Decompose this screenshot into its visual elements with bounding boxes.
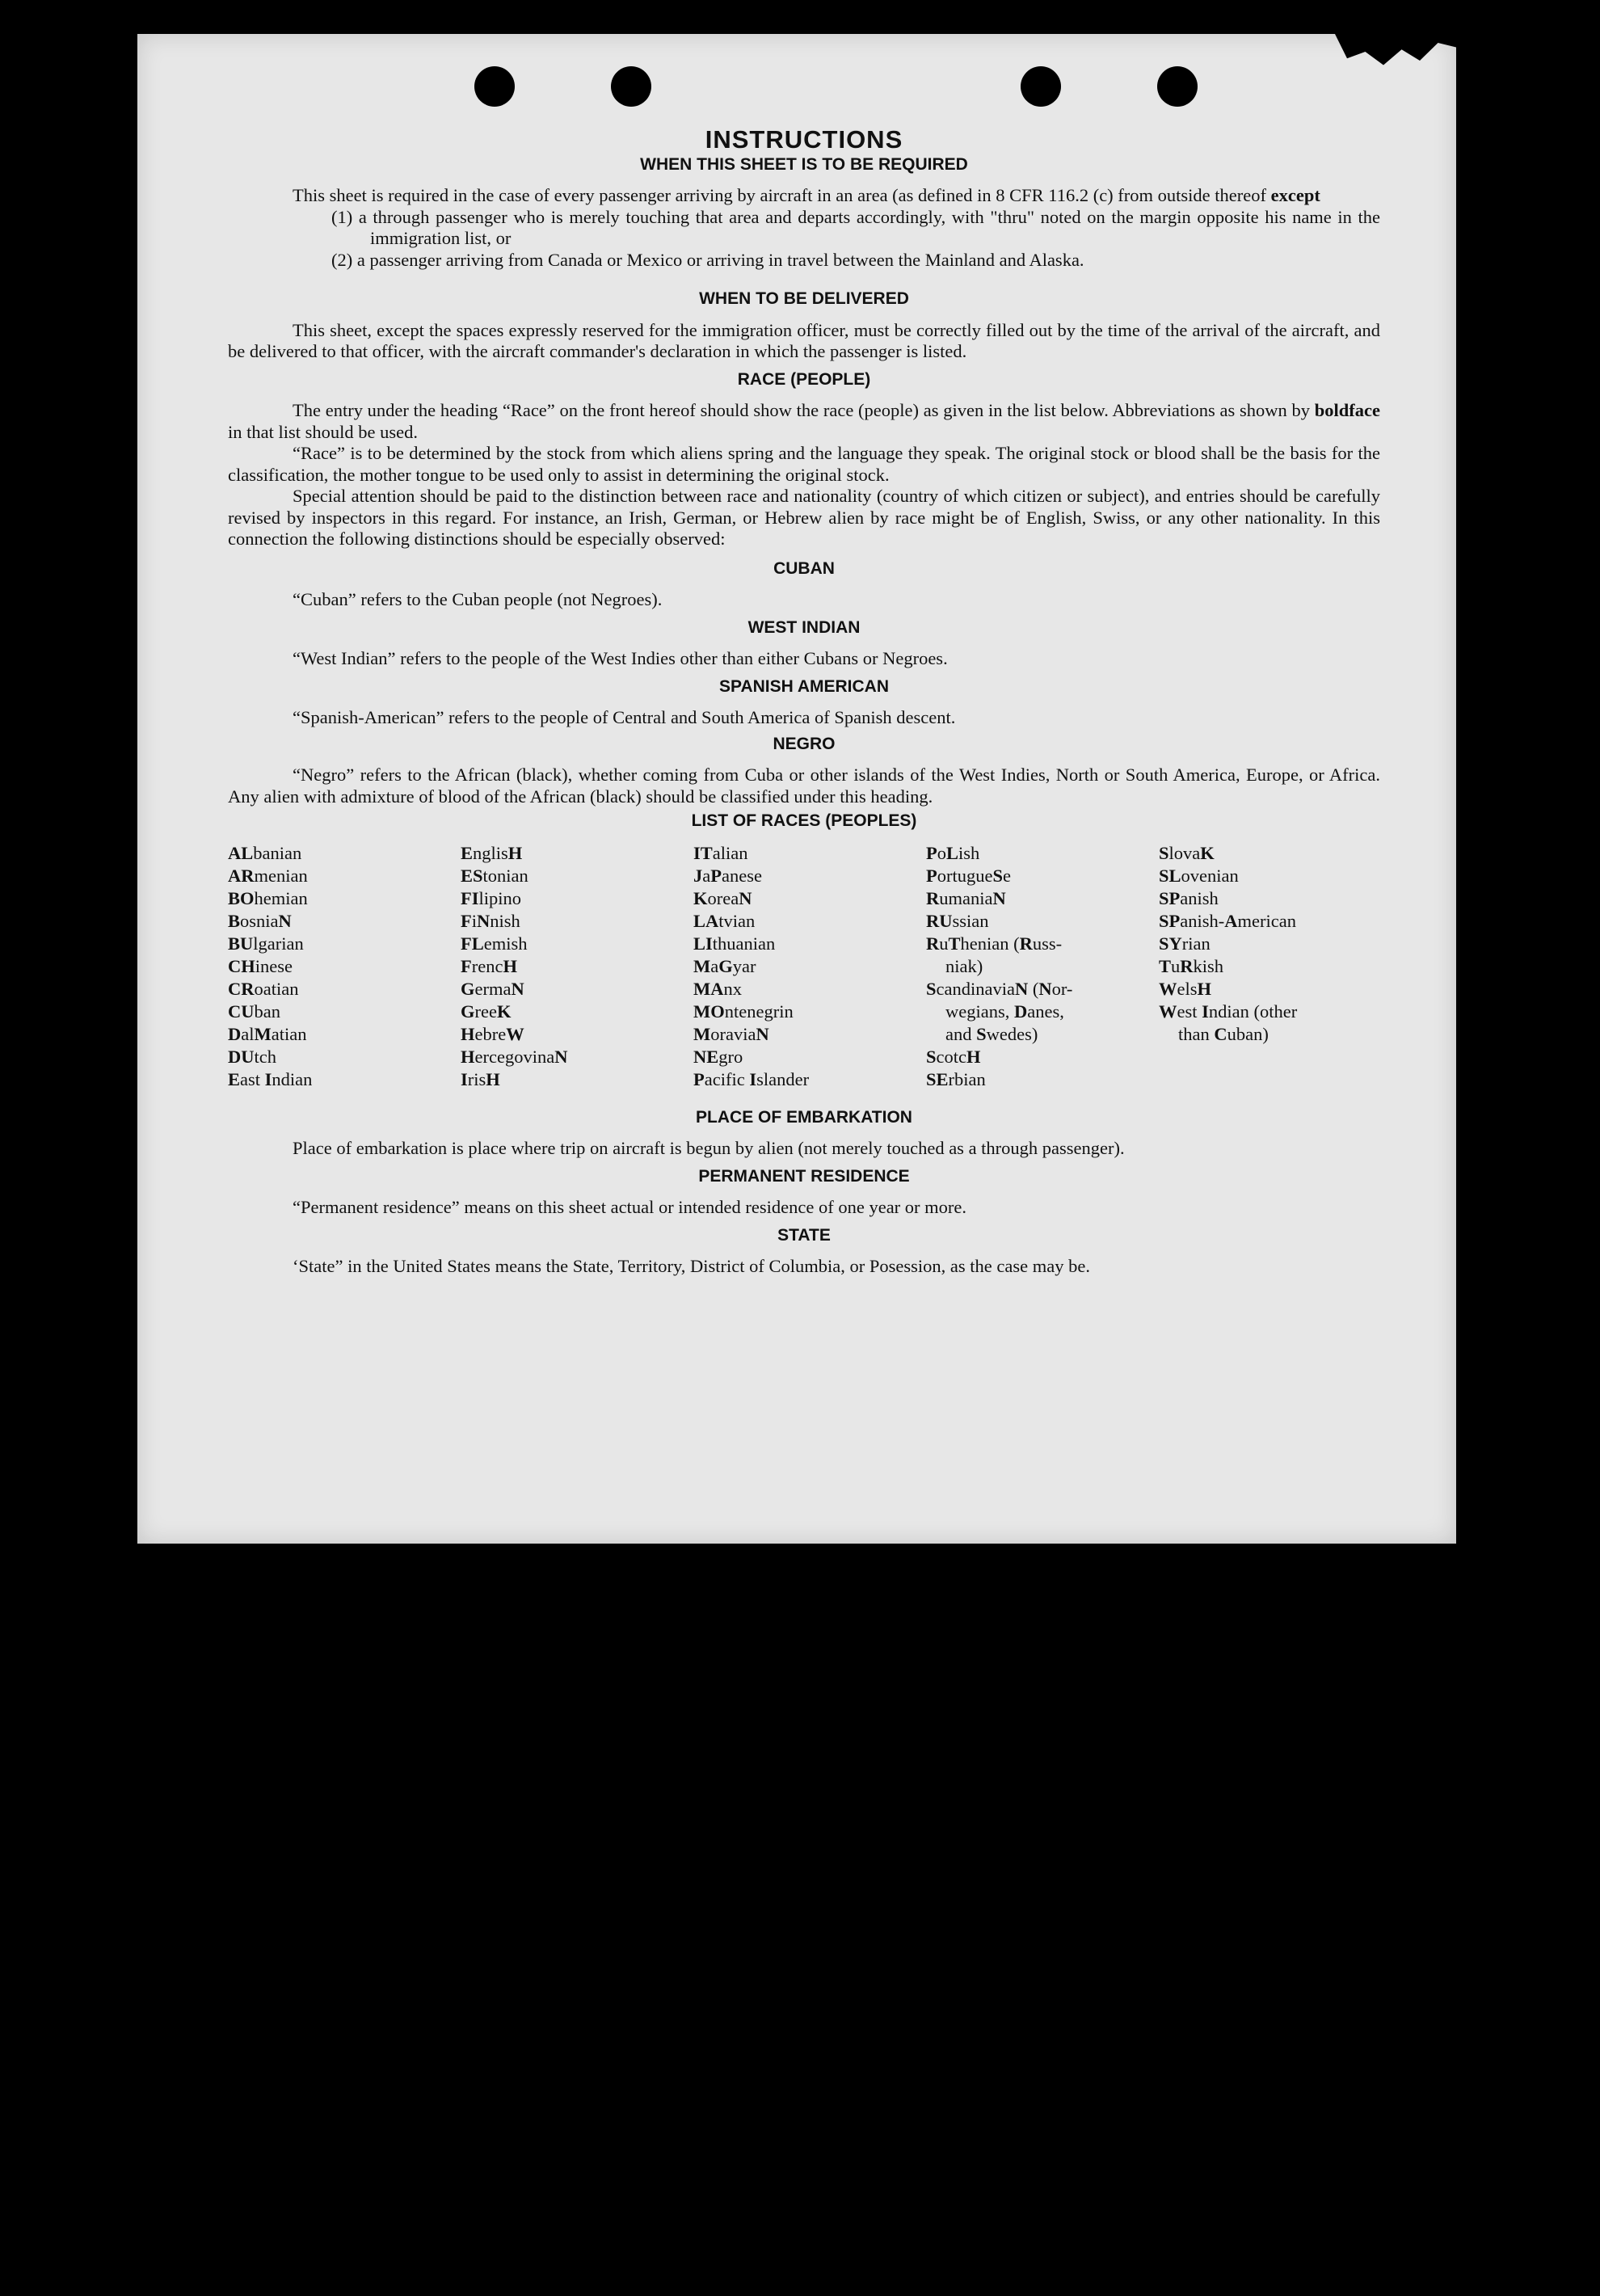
instructions-content: [228, 125, 1380, 1278]
west-indian-text: “West Indian” refers to the people of the West Indies other than either Cubans or Negroes.: [293, 648, 948, 668]
race-entry: CRoatian: [228, 978, 299, 999]
race-entry-continued: niak): [945, 955, 983, 976]
punch-hole: [474, 66, 515, 107]
race-entry: SErbian: [926, 1068, 986, 1089]
race-entry: ITalian: [693, 842, 748, 863]
heading-when-delivered: WHEN TO BE DELIVERED: [699, 289, 909, 308]
race-entry: MaGyar: [693, 955, 756, 976]
race-entry: PortugueSe: [926, 865, 1011, 886]
race-entry: RuThenian (Russ-: [926, 933, 1063, 954]
race-entry: Pacific Islander: [693, 1068, 810, 1089]
race-entry: NEgro: [693, 1046, 743, 1067]
race-entry: CUban: [228, 1001, 280, 1022]
race-entry: ALbanian: [228, 842, 302, 863]
heading-race: RACE (PEOPLE): [737, 369, 871, 389]
races-column-2: [461, 842, 693, 1091]
residence-text: “Permanent residence” means on this sheet actual or intended residence of one year or more.: [293, 1197, 967, 1217]
state-text: ‘State” in the United States means the State, Territory, District of Columbia, or Posession, as the case may be.: [293, 1256, 1090, 1276]
races-column-4: [926, 842, 1159, 1091]
race-entry: ARmenian: [228, 865, 308, 886]
race-entry: BOhemian: [228, 887, 308, 908]
race-entry: DUtch: [228, 1046, 276, 1067]
race-entry-continued: than Cuban): [1178, 1023, 1269, 1044]
race-entry: TuRkish: [1159, 955, 1224, 976]
race-entry: SLovenian: [1159, 865, 1239, 886]
exception-item: (1) a through passenger who is merely touching that area and departs accordingly, with "thru" noted on the margin opposite his name in the immigration list, or: [331, 206, 1380, 248]
heading-west-indian: WEST INDIAN: [747, 617, 861, 637]
embarkation-text: Place of embarkation is place where trip on aircraft is begun by alien (not merely touched as a through passenger).: [293, 1138, 1125, 1158]
race-entry: ScandinaviaN (Nor-: [926, 978, 1073, 999]
race-entry: SPanish: [1159, 887, 1219, 908]
races-list: [228, 842, 1380, 1091]
race-entry-continued: wegians, Danes,: [945, 1001, 1064, 1022]
heading-embarkation: PLACE OF EMBARKATION: [696, 1107, 912, 1127]
race-entry: SlovaK: [1159, 842, 1215, 863]
race-entry: JaPanese: [693, 865, 762, 886]
punch-hole: [1157, 66, 1198, 107]
heading-when-required: WHEN THIS SHEET IS TO BE REQUIRED: [640, 154, 968, 174]
exception-item: (2) a passenger arriving from Canada or Mexico or arriving in travel between the Mainland and Alaska.: [331, 249, 1084, 270]
heading-negro: NEGRO: [773, 734, 836, 753]
heading-list-of-races: LIST OF RACES (PEOPLES): [691, 811, 917, 830]
punch-hole: [611, 66, 651, 107]
race-entry: FrencH: [461, 955, 517, 976]
races-column-5: [1159, 842, 1380, 1091]
cuban-text: “Cuban” refers to the Cuban people (not Negroes).: [293, 589, 663, 609]
race-entry: SYrian: [1159, 933, 1211, 954]
race-entry: East Indian: [228, 1068, 313, 1089]
race-entry: GreeK: [461, 1001, 512, 1022]
race-paragraph-1: The entry under the heading “Race” on the front hereof should show the race (people) as given in the list below. Abbreviations as shown by boldface in that list should be used.: [228, 400, 1380, 442]
race-entry: EnglisH: [461, 842, 523, 863]
races-column-1: [228, 842, 461, 1091]
race-entry: ScotcH: [926, 1046, 981, 1067]
race-entry: KoreaN: [693, 887, 752, 908]
race-entry-continued: and Swedes): [945, 1023, 1038, 1044]
race-entry: PoLish: [926, 842, 980, 863]
race-entry: LIthuanian: [693, 933, 776, 954]
page-title: INSTRUCTIONS: [705, 125, 903, 154]
race-entry: MoraviaN: [693, 1023, 769, 1044]
race-entry: West Indian (other: [1159, 1001, 1298, 1022]
race-entry: LAtvian: [693, 910, 756, 931]
race-entry: MAnx: [693, 978, 742, 999]
race-entry: RUssian: [926, 910, 989, 931]
race-entry: BUlgarian: [228, 933, 304, 954]
race-entry: RumaniaN: [926, 887, 1006, 908]
race-entry: MOntenegrin: [693, 1001, 794, 1022]
heading-cuban: CUBAN: [773, 558, 835, 578]
race-entry: FIlipino: [461, 887, 522, 908]
document-sheet: [137, 34, 1456, 1544]
negro-text: “Negro” refers to the African (black), whether coming from Cuba or other islands of the West Indies, North or South America, Europe, or Africa. Any alien with admixture of blood of the African (black) should be classified under this heading.: [228, 765, 1380, 807]
race-entry: IrisH: [461, 1068, 500, 1089]
race-entry: CHinese: [228, 955, 293, 976]
when-delivered-text: This sheet, except the spaces expressly reserved for the immigration officer, must be correctly filled out by the time of the arrival of the aircraft, and be delivered to that officer, with the aircraft commander's declaration in which the passenger is listed.: [228, 319, 1380, 361]
race-entry: GermaN: [461, 978, 524, 999]
races-column-3: [693, 842, 926, 1091]
race-entry: HebreW: [461, 1023, 524, 1044]
punch-hole: [1021, 66, 1061, 107]
torn-corner: [1335, 34, 1456, 78]
race-entry: FLemish: [461, 933, 528, 954]
race-entry: EStonian: [461, 865, 528, 886]
heading-state: STATE: [777, 1225, 831, 1245]
race-entry: HercegovinaN: [461, 1046, 568, 1067]
race-entry: DalMatian: [228, 1023, 307, 1044]
heading-spanish-american: SPANISH AMERICAN: [718, 676, 889, 696]
race-paragraph-3: Special attention should be paid to the distinction between race and nationality (country of which citizen or subject), and entries should be carefully revised by inspectors in this regard. For instance, an Irish, German, or Hebrew alien by race might be of English, Swiss, or any other nationality. In this connection the following distinctions should be especially observed:: [228, 486, 1380, 549]
race-entry: FiNnish: [461, 910, 520, 931]
when-required-text: This sheet is required in the case of every passenger arriving by aircraft in an area (as defined in 8 CFR 116.2 (c) from outside thereof except: [293, 185, 1320, 205]
race-entry: WelsH: [1159, 978, 1212, 999]
race-paragraph-2: “Race” is to be determined by the stock from which aliens spring and the language they speak. The original stock or blood shall be the basis for the classification, the mother tongue to be used only to assist in determining the original stock.: [228, 443, 1380, 485]
spanish-american-text: “Spanish-American” refers to the people of Central and South America of Spanish descent.: [293, 707, 956, 727]
heading-residence: PERMANENT RESIDENCE: [698, 1166, 910, 1186]
race-entry: SPanish-American: [1159, 910, 1296, 931]
race-entry: BosniaN: [228, 910, 292, 931]
